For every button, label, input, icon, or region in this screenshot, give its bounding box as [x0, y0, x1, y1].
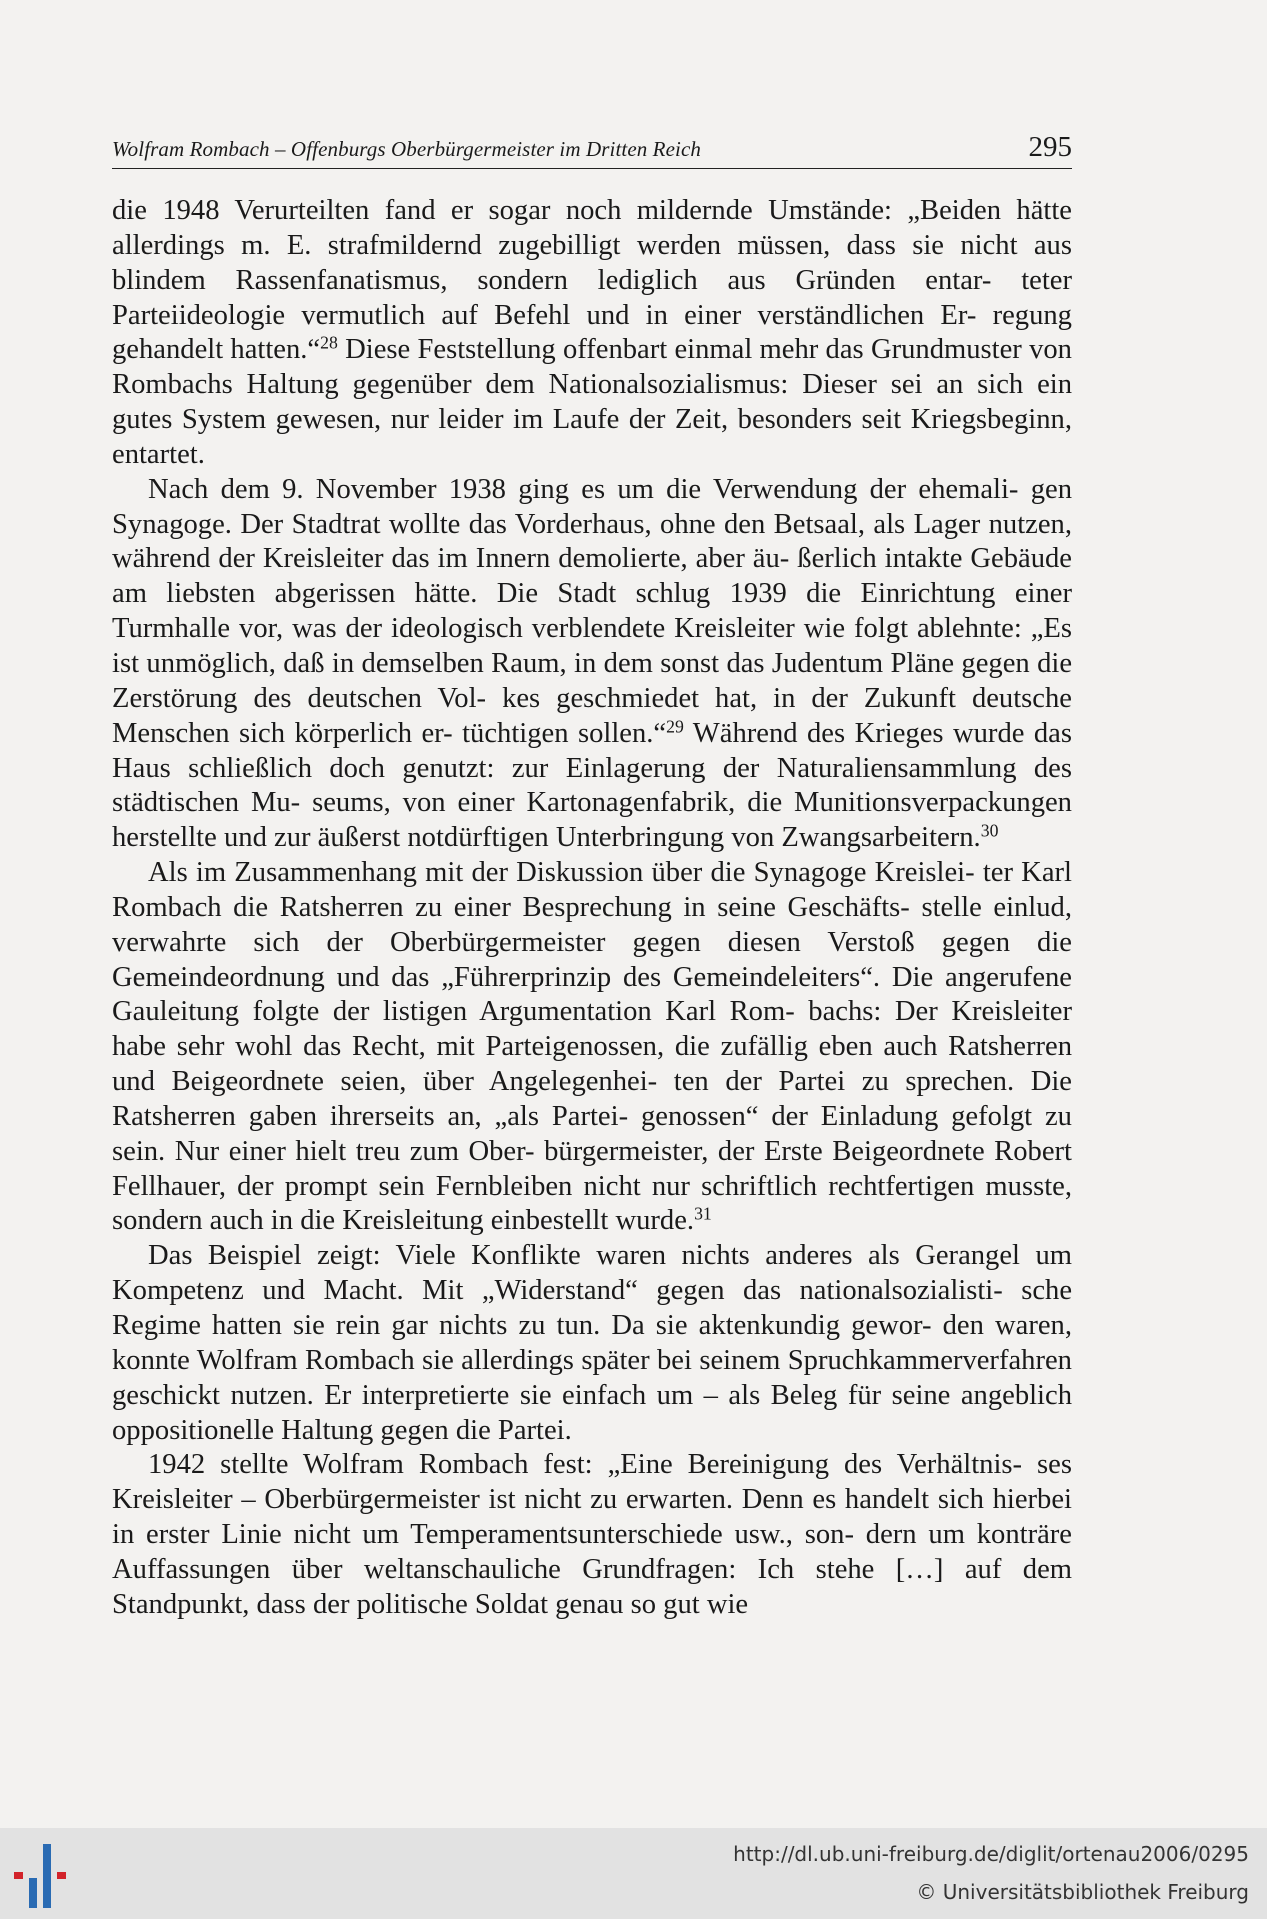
text-line: sich hierbei in erster Linie nicht um Temperamentsunterschiede usw., son- [112, 1484, 1072, 1551]
text-line: gen Synagoge. Der Stadtrat wollte das Vorderhaus, ohne den Betsaal, als [112, 473, 1072, 540]
text-line: genutzt: zur Einlagerung der Naturaliensammlung des städtischen Mu- [112, 752, 1072, 819]
text-line: bachs: Der Kreisleiter habe sehr wohl das Recht, mit Parteigenossen, die [112, 996, 1072, 1063]
text-line: tüchtigen sollen.“ [462, 717, 667, 749]
text-line: ses Kreisleiter – Oberbürgermeister ist nicht zu erwarten. Denn es handelt [112, 1449, 1072, 1516]
text-line: Dieser sei an sich ein gutes System gewesen, nur leider im Laufe der Zeit, [112, 369, 1072, 436]
text-line: um Kompetenz und Macht. Mit „Widerstand“ gegen das nationalsozialisti- [112, 1240, 1072, 1307]
text-line: seums, von einer Kartonagenfabrik, die Munitionsverpackungen herstellte [112, 787, 1072, 854]
text-line: teter Parteiideologie vermutlich auf Befehl und in einer verständlichen Er- [112, 264, 1072, 331]
text-line: Als im Zusammenhang mit der Diskussion über die Synagoge Kreislei- [148, 857, 975, 889]
text-line: nicht aus blindem Rassenfanatismus, sondern lediglich aus Gründen entar- [112, 229, 1072, 296]
ub-freiburg-logo-icon [14, 1844, 80, 1908]
text-line: 1939 die Einrichtung einer Turmhalle vor, was der ideologisch verblendete [112, 578, 1072, 645]
text-line: Grundmuster von Rombachs Haltung gegenüber dem Nationalsozialismus: [112, 334, 1072, 401]
footnote-ref-28: 28 [320, 332, 338, 353]
page-number: 295 [1028, 131, 1072, 163]
text-line: – als Beleg für seine angeblich oppositionelle Haltung gegen die Partei. [112, 1379, 1072, 1446]
source-url-link[interactable]: http://dl.ub.uni-freiburg.de/diglit/ortenau2006/0295 [733, 1842, 1249, 1866]
logo-red-block-right [57, 1872, 66, 1879]
text-line: und zur äußerst notdürftigen Unterbringung von Zwangsarbeitern. [223, 822, 981, 854]
text-line: stehe […] auf dem Standpunkt, dass der politische Soldat genau so gut wie [112, 1553, 1072, 1620]
footnote-ref-31: 31 [694, 1203, 712, 1224]
text-line: Das Beispiel zeigt: Viele Konflikte waren nichts anderes als Gerangel [148, 1240, 1020, 1272]
text-line: gegen die Gemeindeordnung und das „Führerprinzip des Gemeindeleiters“. [112, 926, 1072, 993]
text-line: ten der Partei zu sprechen. Die Ratsherren gaben ihrerseits an, „als Partei- [112, 1066, 1072, 1132]
text-line: stelle einlud, verwahrte sich der Oberbürgermeister gegen diesen Verstoß [112, 891, 1072, 958]
text-line: Nach dem 9. November 1938 ging es um die Verwendung der ehemali- [148, 473, 1019, 505]
paragraph [112, 1448, 1072, 1622]
logo-red-block-left [14, 1872, 23, 1879]
text-line: Kreisleitung einbestellt wurde. [342, 1205, 695, 1237]
paragraph [112, 856, 1072, 1239]
text-line: 1942 stellte Wolfram Rombach fest: „Eine Bereinigung des Verhältnis- [148, 1449, 1023, 1481]
text-line: Fernbleiben nicht nur schriftlich rechtfertigen musste, sondern auch in die [112, 1170, 1072, 1237]
footer-bar [0, 1828, 1267, 1919]
text-line: zufällig eben auch Ratsherren und Beigeordnete seien, über Angelegenhei- [112, 1031, 1072, 1098]
body-text [112, 194, 1072, 1623]
text-line: Lager nutzen, während der Kreisleiter das im Innern demolierte, aber äu- [112, 508, 1072, 575]
text-line: bürgermeister, der Erste Beigeordnete Robert Fellhauer, der prompt sein [112, 1135, 1072, 1202]
logo-blue-bar-tall [43, 1844, 51, 1908]
footnote-ref-29: 29 [666, 715, 684, 736]
logo-blue-bar-short [29, 1878, 37, 1908]
copyright-notice: © Universitätsbibliothek Freiburg [916, 1880, 1249, 1904]
text-line: sche Regime hatten sie rein gar nichts zu tun. Da sie aktenkundig gewor- [112, 1275, 1073, 1341]
paragraph [112, 473, 1072, 856]
text-line: hätte allerdings m. E. strafmildernd zugebilligt werden müssen, dass sie [112, 195, 1072, 261]
text-line: Die angerufene Gauleitung folgte der listigen Argumentation Karl Rom- [112, 961, 1072, 1028]
text-line: in dem sonst das Judentum Pläne gegen die Zerstörung des deutschen Vol- [112, 647, 1073, 714]
running-header [112, 124, 1072, 169]
text-line: ter Karl Rombach die Ratsherren zu einer Besprechung in seine Geschäfts- [112, 857, 1072, 923]
text-line: besonders seit Kriegsbeginn, entartet. [112, 404, 1072, 470]
footnote-ref-30: 30 [980, 820, 999, 841]
text-line: regung gehandelt hatten.“ [112, 299, 1072, 366]
text-line: ßerlich intakte Gebäude am liebsten abgerissen hätte. Die Stadt schlug [112, 543, 1072, 610]
text-line: Diese Feststellung offenbart einmal mehr das [337, 334, 864, 366]
paragraph [112, 194, 1072, 473]
paragraph [112, 1239, 1072, 1448]
text-line: genossen“ der Einladung gefolgt zu sein. Nur einer hielt treu zum Ober- [112, 1100, 1072, 1167]
text-line: den waren, konnte Wolfram Rombach sie allerdings später bei seinem [112, 1310, 1072, 1376]
text-line: Spruchkammerverfahren geschickt nutzen. Er interpretierte sie einfach um [112, 1344, 1072, 1411]
text-line: die 1948 Verurteilten fand er sogar noch mildernde Umstände: „Beiden [112, 195, 1002, 226]
text-line: kes geschmiedet hat, in der Zukunft deutsche Menschen sich körperlich er- [112, 682, 1072, 749]
text-line: Während des Krieges wurde das Haus schließlich doch [112, 717, 1073, 784]
text-line: Kreisleiter wie folgt ablehnte: „Es ist unmöglich, daß in demselben Raum, [112, 613, 1073, 679]
running-head-title: Wolfram Rombach – Offenburgs Oberbürgermeister im Dritten Reich [112, 137, 701, 161]
text-line: dern um konträre Auffassungen über weltanschauliche Grundfragen: Ich [112, 1519, 1072, 1585]
